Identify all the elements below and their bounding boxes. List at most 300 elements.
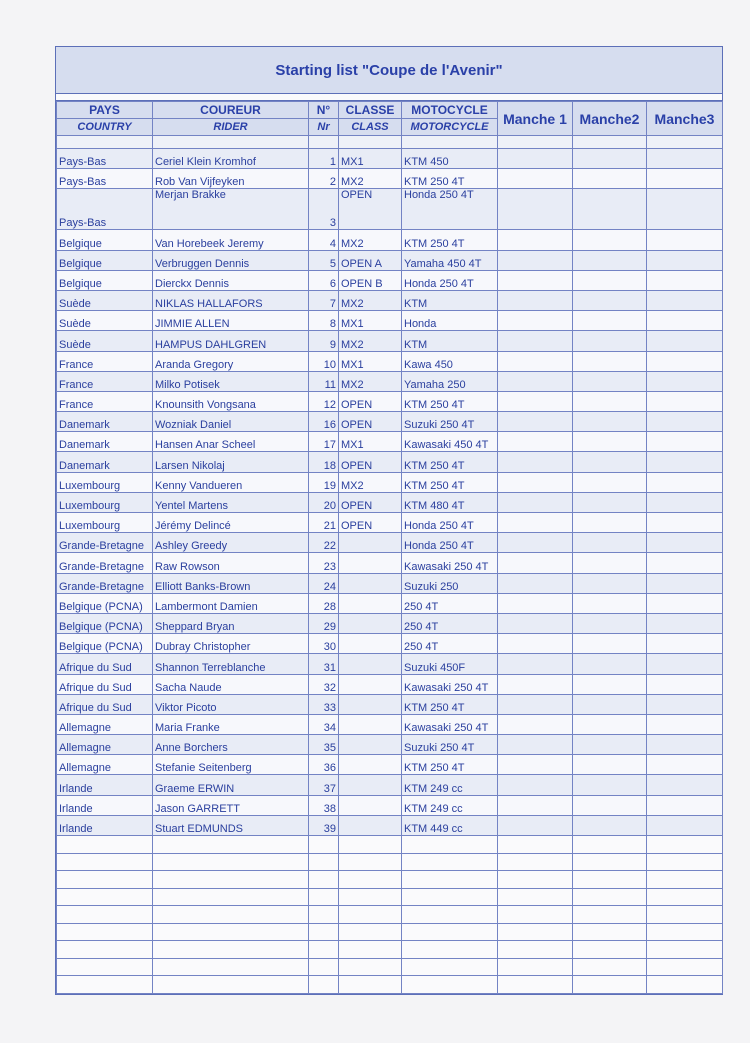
manche-1-cell[interactable] (498, 755, 573, 775)
motorcycle-cell: 250 4T (402, 634, 498, 654)
manche-2-cell[interactable] (573, 230, 647, 250)
manche-1-cell[interactable] (498, 371, 573, 391)
empty-cell[interactable] (498, 906, 573, 924)
manche-3-cell[interactable] (647, 169, 723, 189)
rider-cell: JIMMIE ALLEN (153, 311, 309, 331)
motorcycle-cell: Yamaha 450 4T (402, 250, 498, 270)
manche-3-cell[interactable] (647, 593, 723, 613)
manche-2-cell[interactable] (573, 795, 647, 815)
number-cell: 29 (309, 613, 339, 633)
manche-2-cell[interactable] (573, 654, 647, 674)
number-cell: 30 (309, 634, 339, 654)
empty-cell[interactable] (402, 958, 498, 976)
empty-cell[interactable] (57, 871, 153, 889)
country-cell: Danemark (57, 432, 153, 452)
rider-cell: Larsen Nikolaj (153, 452, 309, 472)
empty-cell[interactable] (57, 836, 153, 854)
class-cell (339, 755, 402, 775)
manche-3-cell[interactable] (647, 492, 723, 512)
manche-1-cell[interactable] (498, 311, 573, 331)
manche-3-cell[interactable] (647, 371, 723, 391)
manche-2-cell[interactable] (573, 674, 647, 694)
empty-cell[interactable] (57, 976, 153, 994)
empty-cell[interactable] (339, 871, 402, 889)
table-row (57, 351, 723, 371)
motorcycle-cell: KTM 250 4T (402, 169, 498, 189)
empty-cell[interactable] (573, 923, 647, 941)
empty-cell[interactable] (402, 871, 498, 889)
empty-cell[interactable] (573, 976, 647, 994)
motorcycle-cell: Kawasaki 250 4T (402, 714, 498, 734)
rider-cell: Dierckx Dennis (153, 270, 309, 290)
manche-1-cell[interactable] (498, 513, 573, 533)
empty-cell[interactable] (57, 941, 153, 959)
country-cell: Grande-Bretagne (57, 553, 153, 573)
rider-cell: Aranda Gregory (153, 351, 309, 371)
empty-cell[interactable] (498, 923, 573, 941)
number-cell: 11 (309, 371, 339, 391)
rider-cell: Stefanie Seitenberg (153, 755, 309, 775)
empty-cell[interactable] (309, 906, 339, 924)
class-cell (339, 573, 402, 593)
number-cell: 32 (309, 674, 339, 694)
manche-3-cell[interactable] (647, 775, 723, 795)
empty-cell[interactable] (57, 923, 153, 941)
manche-3-cell[interactable] (647, 755, 723, 775)
empty-cell[interactable] (339, 888, 402, 906)
country-cell: Luxembourg (57, 472, 153, 492)
motorcycle-cell: Kawasaki 250 4T (402, 674, 498, 694)
country-cell: Irlande (57, 815, 153, 835)
empty-cell[interactable] (309, 958, 339, 976)
manche-2-cell[interactable] (573, 573, 647, 593)
manche-1-cell[interactable] (498, 331, 573, 351)
manche-2-cell[interactable] (573, 432, 647, 452)
manche-3-cell[interactable] (647, 654, 723, 674)
manche-2-cell[interactable] (573, 189, 647, 230)
manche-3-cell[interactable] (647, 694, 723, 714)
class-cell (339, 735, 402, 755)
manche-1-cell[interactable] (498, 613, 573, 633)
manche-1-cell[interactable] (498, 714, 573, 734)
motorcycle-cell: KTM 250 4T (402, 230, 498, 250)
class-cell (339, 613, 402, 633)
empty-cell[interactable] (647, 888, 723, 906)
table-row (57, 513, 723, 533)
empty-cell[interactable] (57, 906, 153, 924)
empty-cell[interactable] (573, 871, 647, 889)
empty-row (57, 958, 723, 976)
manche-3-cell[interactable] (647, 452, 723, 472)
class-cell: MX2 (339, 169, 402, 189)
manche-1-cell[interactable] (498, 573, 573, 593)
manche-3-cell[interactable] (647, 290, 723, 310)
country-cell: Allemagne (57, 714, 153, 734)
manche-2-cell[interactable] (573, 513, 647, 533)
rider-cell: Van Horebeek Jeremy (153, 230, 309, 250)
empty-row (57, 906, 723, 924)
manche-2-cell[interactable] (573, 775, 647, 795)
manche-3-cell[interactable] (647, 533, 723, 553)
manche-2-cell[interactable] (573, 391, 647, 411)
manche-1-cell[interactable] (498, 270, 573, 290)
country-cell: Allemagne (57, 735, 153, 755)
country-cell: Irlande (57, 795, 153, 815)
number-cell: 23 (309, 553, 339, 573)
empty-cell[interactable] (647, 836, 723, 854)
manche-2-cell[interactable] (573, 553, 647, 573)
manche-1-cell[interactable] (498, 694, 573, 714)
motorcycle-cell: KTM 250 4T (402, 452, 498, 472)
empty-cell[interactable] (402, 836, 498, 854)
manche-3-cell[interactable] (647, 472, 723, 492)
manche-2-cell[interactable] (573, 169, 647, 189)
manche-3-cell[interactable] (647, 513, 723, 533)
manche-1-cell[interactable] (498, 492, 573, 512)
manche-1-cell[interactable] (498, 634, 573, 654)
motorcycle-cell: 250 4T (402, 593, 498, 613)
manche-3-cell[interactable] (647, 795, 723, 815)
manche-3-cell[interactable] (647, 331, 723, 351)
empty-cell[interactable] (339, 923, 402, 941)
class-cell: MX2 (339, 472, 402, 492)
manche-1-cell[interactable] (498, 290, 573, 310)
manche-2-cell[interactable] (573, 412, 647, 432)
empty-cell[interactable] (573, 941, 647, 959)
header-class-en: CLASS (339, 119, 402, 136)
country-cell: Irlande (57, 775, 153, 795)
number-cell: 22 (309, 533, 339, 553)
empty-cell[interactable] (309, 976, 339, 994)
table-row (57, 331, 723, 351)
number-cell: 31 (309, 654, 339, 674)
motorcycle-cell: KTM (402, 331, 498, 351)
motorcycle-cell: KTM 250 4T (402, 755, 498, 775)
manche-1-cell[interactable] (498, 432, 573, 452)
empty-cell[interactable] (339, 976, 402, 994)
manche-2-cell[interactable] (573, 149, 647, 169)
manche-2-cell[interactable] (573, 472, 647, 492)
manche-3-cell[interactable] (647, 412, 723, 432)
empty-cell[interactable] (573, 853, 647, 871)
empty-cell[interactable] (339, 941, 402, 959)
motorcycle-cell: KTM 250 4T (402, 391, 498, 411)
table-row (57, 149, 723, 169)
table-row (57, 755, 723, 775)
table-row (57, 189, 723, 230)
class-cell (339, 593, 402, 613)
empty-cell[interactable] (153, 888, 309, 906)
table-row (57, 452, 723, 472)
empty-row (57, 976, 723, 994)
class-cell: OPEN (339, 492, 402, 512)
empty-cell[interactable] (153, 906, 309, 924)
table-row (57, 270, 723, 290)
manche-3-cell[interactable] (647, 714, 723, 734)
empty-cell[interactable] (153, 871, 309, 889)
manche-2-cell[interactable] (573, 533, 647, 553)
number-cell: 17 (309, 432, 339, 452)
manche-2-cell[interactable] (573, 755, 647, 775)
rider-cell: Viktor Picoto (153, 694, 309, 714)
manche-2-cell[interactable] (573, 452, 647, 472)
manche-2-cell[interactable] (573, 694, 647, 714)
motorcycle-cell: KTM 449 cc (402, 815, 498, 835)
manche-1-cell[interactable] (498, 553, 573, 573)
rider-cell: Sacha Naude (153, 674, 309, 694)
empty-cell[interactable] (309, 853, 339, 871)
rider-cell: Jérémy Delincé (153, 513, 309, 533)
title-spacer (56, 94, 722, 101)
manche-3-cell[interactable] (647, 391, 723, 411)
number-cell: 1 (309, 149, 339, 169)
empty-cell[interactable] (402, 976, 498, 994)
manche-1-cell[interactable] (498, 230, 573, 250)
class-cell: OPEN (339, 452, 402, 472)
empty-cell[interactable] (339, 958, 402, 976)
motorcycle-cell: KTM 250 4T (402, 694, 498, 714)
manche-1-cell[interactable] (498, 795, 573, 815)
table-row (57, 250, 723, 270)
table-row (57, 775, 723, 795)
class-cell (339, 775, 402, 795)
empty-cell[interactable] (153, 853, 309, 871)
empty-cell[interactable] (339, 836, 402, 854)
empty-cell[interactable] (153, 836, 309, 854)
number-cell: 34 (309, 714, 339, 734)
manche-1-cell[interactable] (498, 775, 573, 795)
country-cell: France (57, 371, 153, 391)
empty-cell[interactable] (647, 853, 723, 871)
class-cell (339, 795, 402, 815)
motorcycle-cell: Kawa 450 (402, 351, 498, 371)
empty-cell[interactable] (153, 958, 309, 976)
country-cell: Danemark (57, 452, 153, 472)
header-country-fr: PAYS (57, 102, 153, 119)
starting-list-table (56, 101, 723, 994)
manche-2-cell[interactable] (573, 593, 647, 613)
empty-cell[interactable] (309, 836, 339, 854)
motorcycle-cell: Suzuki 450F (402, 654, 498, 674)
empty-cell[interactable] (309, 888, 339, 906)
rider-cell: Kenny Vandueren (153, 472, 309, 492)
manche-2-cell[interactable] (573, 492, 647, 512)
empty-cell[interactable] (647, 976, 723, 994)
class-cell (339, 634, 402, 654)
empty-cell[interactable] (402, 888, 498, 906)
number-cell: 21 (309, 513, 339, 533)
table-row (57, 735, 723, 755)
table-row (57, 290, 723, 310)
header-class-fr: CLASSE (339, 102, 402, 119)
number-cell: 7 (309, 290, 339, 310)
empty-cell[interactable] (573, 888, 647, 906)
country-cell: Suède (57, 331, 153, 351)
class-cell: OPEN B (339, 270, 402, 290)
rider-cell: Knounsith Vongsana (153, 391, 309, 411)
motorcycle-cell: Suzuki 250 4T (402, 735, 498, 755)
empty-cell[interactable] (309, 941, 339, 959)
class-cell: MX1 (339, 432, 402, 452)
empty-cell[interactable] (647, 941, 723, 959)
manche-1-cell[interactable] (498, 452, 573, 472)
table-row (57, 573, 723, 593)
manche-3-cell[interactable] (647, 189, 723, 230)
motorcycle-cell: Suzuki 250 4T (402, 412, 498, 432)
manche-1-cell[interactable] (498, 674, 573, 694)
manche-2-cell[interactable] (573, 815, 647, 835)
empty-cell[interactable] (498, 836, 573, 854)
manche-2-cell[interactable] (573, 371, 647, 391)
manche-2-cell[interactable] (573, 735, 647, 755)
header-moto-en: MOTORCYCLE (402, 119, 498, 136)
manche-3-cell[interactable] (647, 674, 723, 694)
empty-cell[interactable] (573, 836, 647, 854)
rider-cell: Lambermont Damien (153, 593, 309, 613)
manche-2-cell[interactable] (573, 270, 647, 290)
motorcycle-cell: 250 4T (402, 613, 498, 633)
manche-1-cell[interactable] (498, 533, 573, 553)
manche-2-cell[interactable] (573, 634, 647, 654)
manche-3-cell[interactable] (647, 634, 723, 654)
table-body (57, 136, 723, 994)
number-cell: 6 (309, 270, 339, 290)
motorcycle-cell: KTM 480 4T (402, 492, 498, 512)
empty-cell[interactable] (498, 976, 573, 994)
manche-2-cell[interactable] (573, 250, 647, 270)
empty-cell[interactable] (498, 888, 573, 906)
empty-cell[interactable] (402, 853, 498, 871)
manche-2-cell[interactable] (573, 613, 647, 633)
rider-cell: Ceriel Klein Kromhof (153, 149, 309, 169)
country-cell: Belgique (57, 230, 153, 250)
manche-3-cell[interactable] (647, 432, 723, 452)
empty-cell[interactable] (153, 923, 309, 941)
empty-cell[interactable] (57, 888, 153, 906)
header-rider-en: RIDER (153, 119, 309, 136)
motorcycle-cell: KTM 450 (402, 149, 498, 169)
class-cell (339, 533, 402, 553)
empty-cell[interactable] (498, 958, 573, 976)
number-cell: 8 (309, 311, 339, 331)
empty-cell[interactable] (339, 906, 402, 924)
manche-2-cell[interactable] (573, 290, 647, 310)
empty-cell[interactable] (573, 958, 647, 976)
manche-1-cell[interactable] (498, 250, 573, 270)
country-cell: Pays-Bas (57, 169, 153, 189)
rider-cell: NIKLAS HALLAFORS (153, 290, 309, 310)
manche-1-cell[interactable] (498, 412, 573, 432)
number-cell: 3 (309, 189, 339, 230)
empty-cell[interactable] (402, 923, 498, 941)
manche-3-cell[interactable] (647, 573, 723, 593)
empty-cell[interactable] (309, 923, 339, 941)
empty-cell[interactable] (153, 976, 309, 994)
empty-cell[interactable] (647, 958, 723, 976)
country-cell: Afrique du Sud (57, 674, 153, 694)
manche-3-cell[interactable] (647, 613, 723, 633)
manche-3-cell[interactable] (647, 351, 723, 371)
header-country-en: COUNTRY (57, 119, 153, 136)
manche-2-cell[interactable] (573, 714, 647, 734)
table-row (57, 169, 723, 189)
motorcycle-cell: KTM (402, 290, 498, 310)
class-cell: OPEN (339, 189, 402, 230)
class-cell: OPEN (339, 412, 402, 432)
class-cell: MX1 (339, 351, 402, 371)
number-cell: 28 (309, 593, 339, 613)
empty-cell[interactable] (339, 853, 402, 871)
empty-cell[interactable] (309, 871, 339, 889)
country-cell: Belgique (PCNA) (57, 593, 153, 613)
table-row (57, 432, 723, 452)
empty-cell[interactable] (402, 906, 498, 924)
manche-3-cell[interactable] (647, 311, 723, 331)
manche-3-cell[interactable] (647, 270, 723, 290)
manche-1-cell[interactable] (498, 654, 573, 674)
starting-list-sheet (55, 46, 723, 995)
empty-cell[interactable] (647, 923, 723, 941)
manche-1-cell[interactable] (498, 815, 573, 835)
empty-cell[interactable] (647, 906, 723, 924)
manche-3-cell[interactable] (647, 230, 723, 250)
manche-3-cell[interactable] (647, 553, 723, 573)
country-cell: Belgique (57, 270, 153, 290)
table-row (57, 553, 723, 573)
number-cell: 4 (309, 230, 339, 250)
empty-cell[interactable] (647, 871, 723, 889)
empty-row (57, 941, 723, 959)
empty-cell[interactable] (402, 941, 498, 959)
country-cell: Suède (57, 290, 153, 310)
manche-3-cell[interactable] (647, 815, 723, 835)
manche-1-cell[interactable] (498, 189, 573, 230)
rider-cell: Stuart EDMUNDS (153, 815, 309, 835)
manche-2-cell[interactable] (573, 331, 647, 351)
rider-cell: Dubray Christopher (153, 634, 309, 654)
empty-cell[interactable] (57, 958, 153, 976)
manche-3-cell[interactable] (647, 735, 723, 755)
empty-cell[interactable] (498, 853, 573, 871)
manche-1-cell[interactable] (498, 169, 573, 189)
rider-cell: Yentel Martens (153, 492, 309, 512)
empty-cell[interactable] (573, 906, 647, 924)
manche-1-cell[interactable] (498, 472, 573, 492)
manche-1-cell[interactable] (498, 391, 573, 411)
rider-cell: Jason GARRETT (153, 795, 309, 815)
empty-cell[interactable] (153, 941, 309, 959)
empty-cell[interactable] (57, 853, 153, 871)
manche-2-cell[interactable] (573, 351, 647, 371)
manche-1-cell[interactable] (498, 593, 573, 613)
number-cell: 16 (309, 412, 339, 432)
class-cell: MX2 (339, 290, 402, 310)
manche-2-cell[interactable] (573, 311, 647, 331)
number-cell: 9 (309, 331, 339, 351)
country-cell: Grande-Bretagne (57, 533, 153, 553)
manche-1-cell[interactable] (498, 735, 573, 755)
motorcycle-cell: Honda 250 4T (402, 533, 498, 553)
manche-1-cell[interactable] (498, 149, 573, 169)
manche-3-cell[interactable] (647, 149, 723, 169)
class-cell (339, 553, 402, 573)
manche-1-cell[interactable] (498, 351, 573, 371)
manche-3-cell[interactable] (647, 250, 723, 270)
empty-cell[interactable] (498, 941, 573, 959)
page-title: Starting list "Coupe de l'Avenir" (56, 47, 722, 94)
empty-cell[interactable] (498, 871, 573, 889)
class-cell: MX1 (339, 149, 402, 169)
